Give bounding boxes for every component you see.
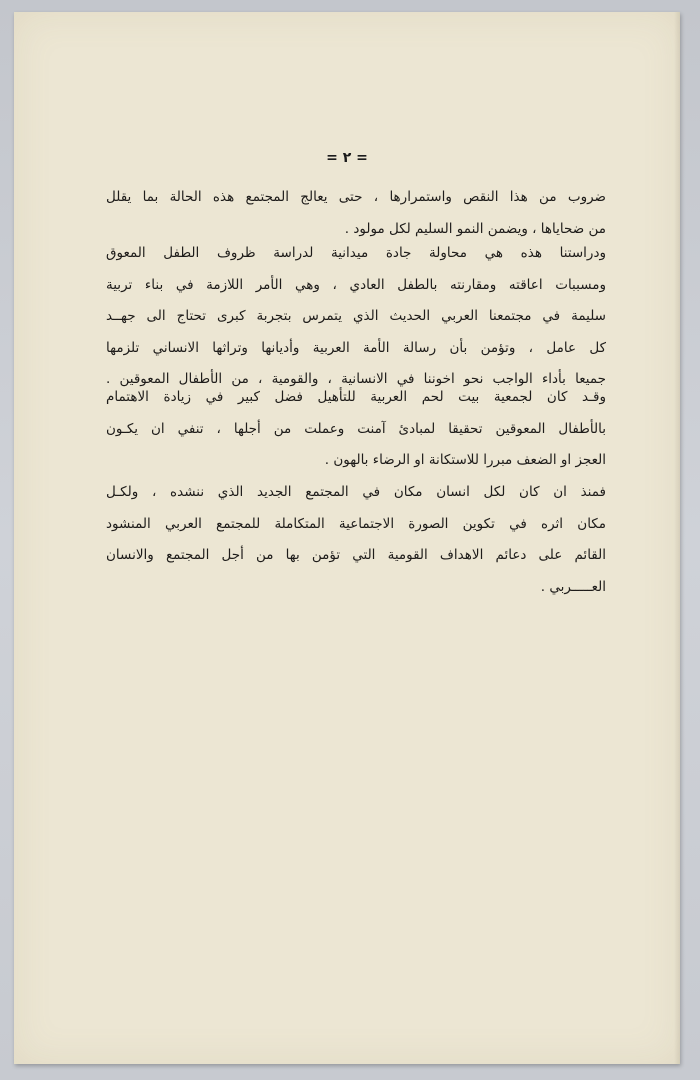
paragraph-2 <box>106 238 606 396</box>
page-number: = ٢ = <box>326 150 368 166</box>
paragraph-4 <box>106 477 606 603</box>
paper-edge-shadow <box>674 12 680 1064</box>
paragraph-line: ودراستنا هذه هي محاولة جادة ميدانية لدراسة ظروف الطفل المعوق <box>106 245 606 261</box>
paragraph-1 <box>106 182 606 245</box>
paragraph-line: سليمة في مجتمعنا العربي الحديث الذي يتمرس بتجربة كبرى تحتاج الى جهــد <box>106 308 606 324</box>
paragraph-line: جميعا بأداء الواجب نحو اخوننا في الانسانية ، والقومية ، من الأطفال المعوقين . <box>106 371 606 387</box>
paragraph-line: بالأطفال المعوقين تحقيقا لمبادئ آمنت وعملت من أجلها ، تنفي ان يكـون <box>106 420 606 437</box>
paragraph-line: من ضحاياها ، ويضمن النمو السليم لكل مولود . <box>344 220 606 237</box>
paragraph-line: العـــــربي . <box>540 578 606 595</box>
paragraph-line: كل عامل ، وتؤمن بأن رسالة الأمة العربية وأديانها وتراثها الانساني تلزمها <box>106 339 606 356</box>
paragraph-line: ضروب من هذا النقص واستمرارها ، حتى يعالج المجتمع هذه الحالة بما يقلل <box>106 189 606 205</box>
paragraph-line: فمنذ ان كان لكل انسان مكان في المجتمع الجديد الذي ننشده ، ولكـل <box>106 484 606 500</box>
document-page <box>14 12 680 1064</box>
paragraph-line: وقـد كان لجمعية بيت لحم العربية للتأهيل فضل كبير في زيادة الاهتمام <box>106 389 606 405</box>
paragraph-line: مكان اثره في تكوين الصورة الاجتماعية المتكاملة للمجتمع العربي المنشود <box>106 515 606 532</box>
paragraph-line: العجز او الضعف مبررا للاستكانة او الرضاء بالهون . <box>324 452 606 468</box>
paragraph-3 <box>106 382 606 477</box>
paragraph-line: ومسببات اعاقته ومقارنته بالطفل العادي ، وهي الأمر اللازمة في بناء تربية <box>106 276 606 293</box>
paragraph-line: القائم على دعائم الاهداف القومية التي تؤمن بها من أجل المجتمع والانسان <box>106 547 606 563</box>
